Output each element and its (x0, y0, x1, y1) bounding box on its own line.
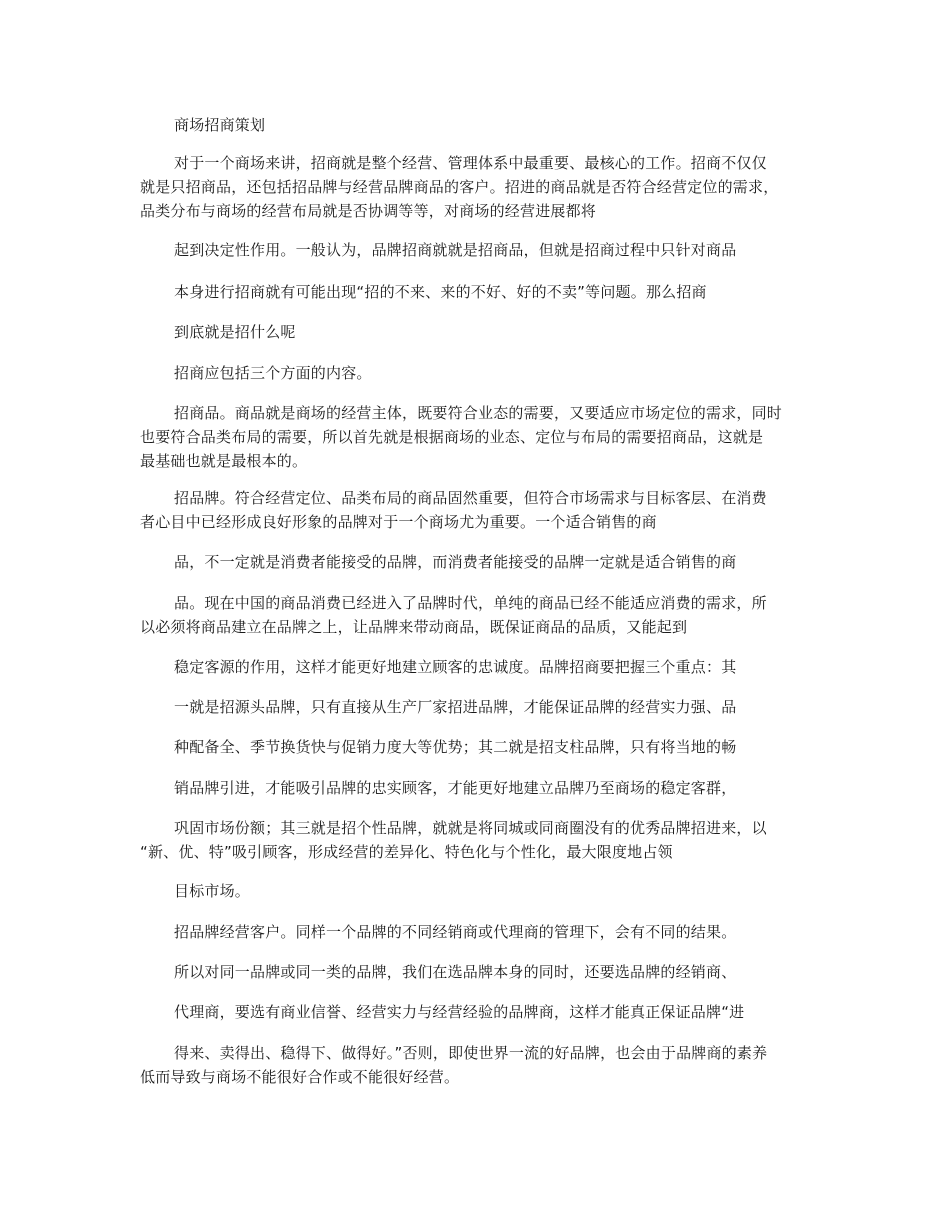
text-line: 品，不一定就是消费者能接受的品牌，而消费者能接受的品牌一定就是适合销售的商 (174, 553, 737, 571)
paragraph (140, 776, 820, 800)
text-line: 得来、卖得出、稳得下、做得好。”否则，即使世界一流的好品牌，也会由于品牌商的素养 (174, 1044, 768, 1062)
text-line: 种配备全、季节换货快与促销力度大等优势；其二就是招支柱品牌，只有将当地的畅 (174, 738, 737, 756)
text-line: 低而导致与商场不能很好合作或不能很好经营。 (140, 1068, 460, 1086)
paragraph (140, 320, 820, 344)
paragraph (140, 486, 820, 534)
text-line: 就是只招商品，还包括招品牌与经营品牌商品的客户。招进的商品就是否符合经营定位的需求， (140, 178, 779, 196)
text-line: 品类分布与商场的经营布局就是否协调等等，对商场的经营进展都将 (140, 202, 597, 220)
text-line: 招商应包括三个方面的内容。 (174, 364, 372, 382)
text-line: 最基础也就是最根本的。 (140, 452, 308, 470)
paragraph (140, 695, 820, 719)
text-line: 也要符合品类布局的需要，所以首先就是根据商场的业态、定位与布局的需要招商品，这就是 (140, 428, 764, 446)
paragraph (140, 920, 820, 944)
paragraph (140, 151, 820, 223)
text-line: 一就是招源头品牌，只有直接从生产厂家招进品牌，才能保证品牌的经营实力强、品 (174, 698, 737, 716)
text-line: 巩固市场份额；其三就是招个性品牌，就就是将同城或同商圈没有的优秀品牌招进来，以 (174, 819, 767, 837)
text-line: 招品牌。符合经营定位、品类布局的商品固然重要，但符合市场需求与目标客层、在消费 (174, 489, 767, 507)
paragraph (140, 655, 820, 679)
text-line: 招品牌经营客户。同样一个品牌的不同经销商或代理商的管理下，会有不同的结果。 (174, 923, 737, 941)
paragraph (140, 550, 820, 574)
paragraph (140, 361, 820, 385)
paragraph (140, 1041, 820, 1089)
text-line: 销品牌引进，才能吸引品牌的忠实顾客，才能更好地建立品牌乃至商场的稳定客群， (174, 779, 737, 797)
paragraph (140, 591, 820, 639)
text-line: 所以对同一品牌或同一类的品牌，我们在选品牌本身的同时，还要选品牌的经销商、 (174, 963, 737, 981)
text-line: “新、优、特”吸引顾客，形成经营的差异化、特色化与个性化，最大限度地占领 (140, 843, 673, 861)
paragraph (140, 735, 820, 759)
text-line: 商场招商策划 (174, 116, 266, 134)
text-line: 招商品。商品就是商场的经营主体，既要符合业态的需要，又要适应市场定位的需求，同时 (174, 404, 783, 422)
text-line: 本身进行招商就有可能出现“招的不来、来的不好、好的不卖”等问题。那么招商 (174, 283, 707, 301)
document-title (140, 113, 820, 137)
text-line: 到底就是招什么呢 (174, 323, 296, 341)
paragraph (140, 816, 820, 864)
text-line: 代理商，要选有商业信誉、经营实力与经营经验的品牌商，这样才能真正保证品牌“进 (174, 1003, 745, 1021)
text-line: 以必须将商品建立在品牌之上，让品牌来带动商品，既保证商品的品质，又能起到 (140, 618, 688, 636)
text-line: 目标市场。 (174, 882, 251, 900)
text-line: 者心目中已经形成良好形象的品牌对于一个商场尤为重要。一个适合销售的商 (140, 513, 657, 531)
paragraph (140, 280, 820, 304)
paragraph (140, 238, 820, 262)
text-line: 对于一个商场来讲，招商就是整个经营、管理体系中最重要、最核心的工作。招商不仅仅 (174, 154, 767, 172)
paragraph (140, 960, 820, 984)
text-line: 起到决定性作用。一般认为，品牌招商就就是招商品，但就是招商过程中只针对商品 (174, 241, 737, 259)
text-line: 稳定客源的作用，这样才能更好地建立顾客的忠诚度。品牌招商要把握三个重点：其 (174, 658, 737, 676)
paragraph (140, 1000, 820, 1024)
paragraph (140, 879, 820, 903)
paragraph (140, 401, 820, 473)
text-line: 品。现在中国的商品消费已经进入了品牌时代，单纯的商品已经不能适应消费的需求，所 (174, 594, 767, 612)
